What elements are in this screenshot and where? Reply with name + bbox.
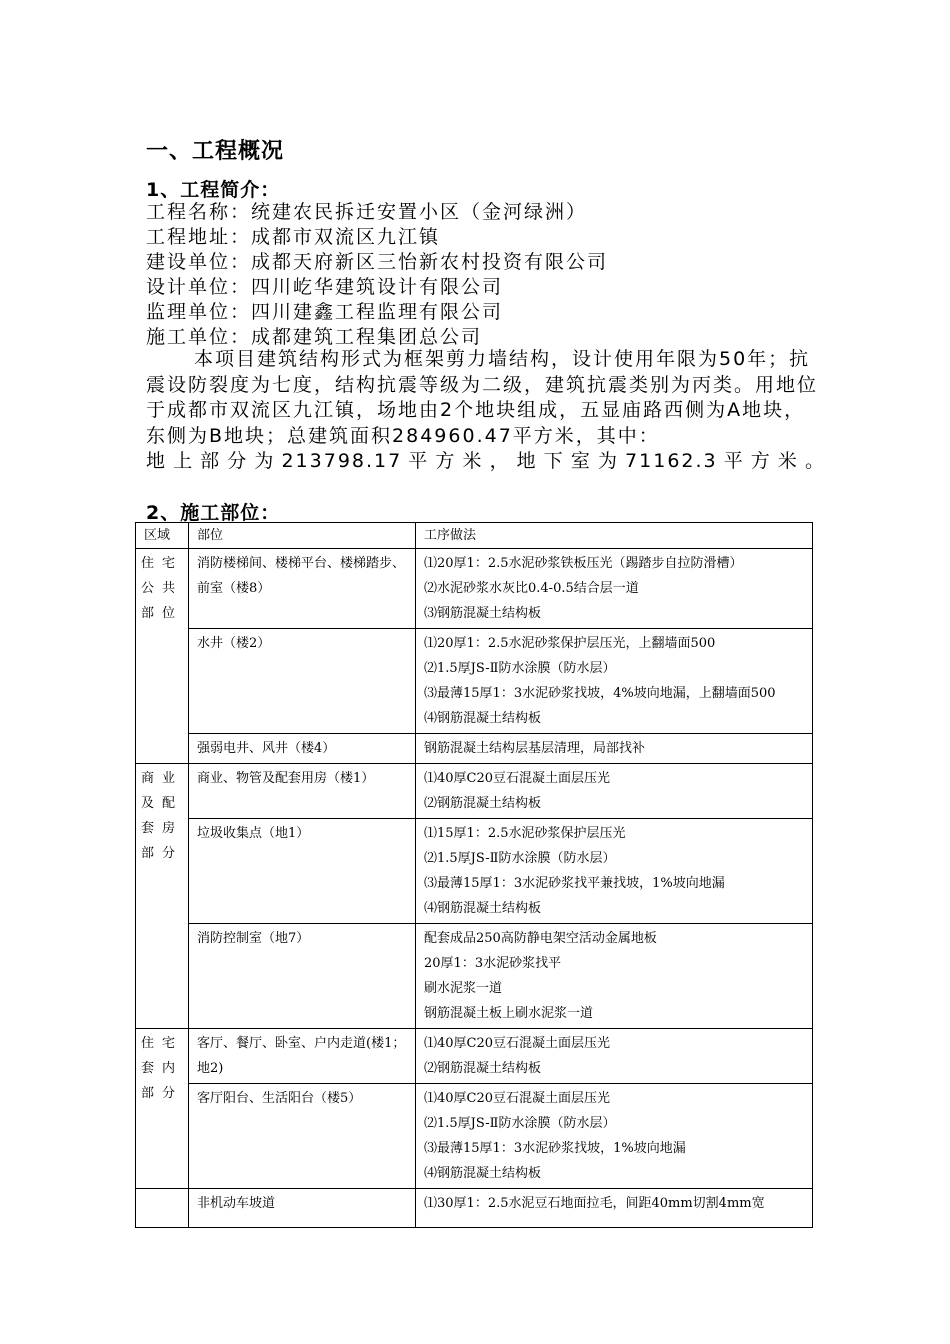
method-cell [416, 549, 813, 629]
table-row [136, 764, 813, 819]
part-cell: 强弱电井、风井（楼4） [189, 734, 416, 764]
region-cell [136, 1189, 189, 1228]
method-step: ⑴40厚C20豆石混凝土面层压光 [424, 1036, 611, 1051]
method-cell [416, 629, 813, 734]
method-step: 20厚1：3水泥砂浆找平 [424, 956, 562, 971]
info-row: 工程地址：成都市双流区九江镇 [146, 226, 441, 248]
method-cell [416, 764, 813, 819]
method-step: ⑴20厚1：2.5水泥砂浆铁板压光（踢踏步自拉防滑槽） [424, 556, 743, 571]
part-cell: 消防楼梯间、楼梯平台、楼梯踏步、前室（楼8） [189, 549, 416, 629]
info-row: 建设单位：成都天府新区三怡新农村投资有限公司 [146, 251, 609, 273]
method-step: ⑵1.5厚JS-Ⅱ防水涂膜（防水层） [424, 661, 616, 676]
method-step: ⑵钢筋混凝土结构板 [424, 1061, 542, 1076]
info-row: 工程名称：统建农民拆迁安置小区（金河绿洲） [146, 201, 588, 223]
method-step: ⑶最薄15厚1：3水泥砂浆找坡，1%坡向地漏 [424, 1141, 686, 1156]
project-info [146, 200, 826, 350]
method-step: 钢筋混凝土板上刷水泥浆一道 [424, 1006, 594, 1021]
region-cell: 住宅公共部位 [136, 549, 189, 764]
method-step: 钢筋混凝土结构层基层清理，局部找补 [424, 741, 646, 756]
table-row [136, 1084, 813, 1189]
table-row [136, 1189, 813, 1228]
method-cell [416, 1029, 813, 1084]
method-step: ⑴15厚1：2.5水泥砂浆保护层压光 [424, 826, 626, 841]
header-method: 工序做法 [416, 523, 813, 549]
method-step: 刷水泥浆一道 [424, 981, 503, 996]
region-cell: 商业及配套房部分 [136, 764, 189, 1029]
part-cell: 水井（楼2） [189, 629, 416, 734]
section-title: 一、工程概况 [146, 139, 285, 164]
method-step: ⑵1.5厚JS-Ⅱ防水涂膜（防水层） [424, 1116, 616, 1131]
construction-parts-table [135, 522, 813, 1228]
info-row: 设计单位：四川屹华建筑设计有限公司 [146, 276, 504, 298]
method-cell [416, 1084, 813, 1189]
description-last-line: 地上部分为213798.17平方米，地下室为71162.3平方米。 [146, 450, 826, 472]
table-row [136, 1029, 813, 1084]
method-cell [416, 924, 813, 1029]
method-step: ⑴20厚1：2.5水泥砂浆保护层压光，上翻墙面500 [424, 636, 716, 651]
method-step: ⑵1.5厚JS-Ⅱ防水涂膜（防水层） [424, 851, 616, 866]
table-row [136, 549, 813, 629]
method-step: ⑵水泥砂浆水灰比0.4-0.5结合层一道 [424, 581, 639, 596]
part-cell: 客厅阳台、生活阳台（楼5） [189, 1084, 416, 1189]
info-row: 施工单位：成都建筑工程集团总公司 [146, 326, 483, 348]
part-cell: 商业、物管及配套用房（楼1） [189, 764, 416, 819]
description-text: 本项目建筑结构形式为框架剪力墙结构，设计使用年限为50年；抗震设防裂度为七度，结构抗震等级为二级，建筑抗震类别为丙类。用地位于成都市双流区九江镇，场地由2个地块组成，五显庙路西侧为A地块，东侧为B地块；总建筑面积284960.47平方米，其中： [146, 348, 819, 447]
method-cell [416, 734, 813, 764]
table-row [136, 819, 813, 924]
method-step: ⑴40厚C20豆石混凝土面层压光 [424, 771, 611, 786]
method-cell [416, 819, 813, 924]
header-region: 区域 [136, 523, 189, 549]
table-header-row [136, 523, 813, 549]
project-description [146, 347, 826, 475]
method-step: ⑶最薄15厚1：3水泥砂浆找平兼找坡，1%坡向地漏 [424, 876, 725, 891]
info-row: 监理单位：四川建鑫工程监理有限公司 [146, 301, 504, 323]
table-row [136, 924, 813, 1029]
subsection-title-parts: 2、施工部位： [146, 502, 281, 524]
table-row [136, 734, 813, 764]
method-step: ⑷钢筋混凝土结构板 [424, 711, 542, 726]
table-row [136, 629, 813, 734]
subsection-title-overview: 1、工程简介： [146, 179, 281, 201]
method-step: ⑴40厚C20豆石混凝土面层压光 [424, 1091, 611, 1106]
method-step: ⑶钢筋混凝土结构板 [424, 606, 542, 621]
part-cell: 客厅、餐厅、卧室、户内走道(楼1；地2) [189, 1029, 416, 1084]
method-step: ⑴30厚1：2.5水泥豆石地面拉毛，间距40mm切割4mm宽 [424, 1196, 765, 1211]
part-cell: 垃圾收集点（地1） [189, 819, 416, 924]
header-part: 部位 [189, 523, 416, 549]
region-cell: 住宅套内部分 [136, 1029, 189, 1189]
part-cell: 非机动车坡道 [189, 1189, 416, 1228]
method-step: ⑷钢筋混凝土结构板 [424, 901, 542, 916]
part-cell: 消防控制室（地7） [189, 924, 416, 1029]
method-step: 配套成品250高防静电架空活动金属地板 [424, 931, 657, 946]
method-step: ⑵钢筋混凝土结构板 [424, 796, 542, 811]
method-step: ⑶最薄15厚1：3水泥砂浆找坡，4%坡向地漏，上翻墙面500 [424, 686, 776, 701]
method-cell [416, 1189, 813, 1228]
method-step: ⑷钢筋混凝土结构板 [424, 1166, 542, 1181]
